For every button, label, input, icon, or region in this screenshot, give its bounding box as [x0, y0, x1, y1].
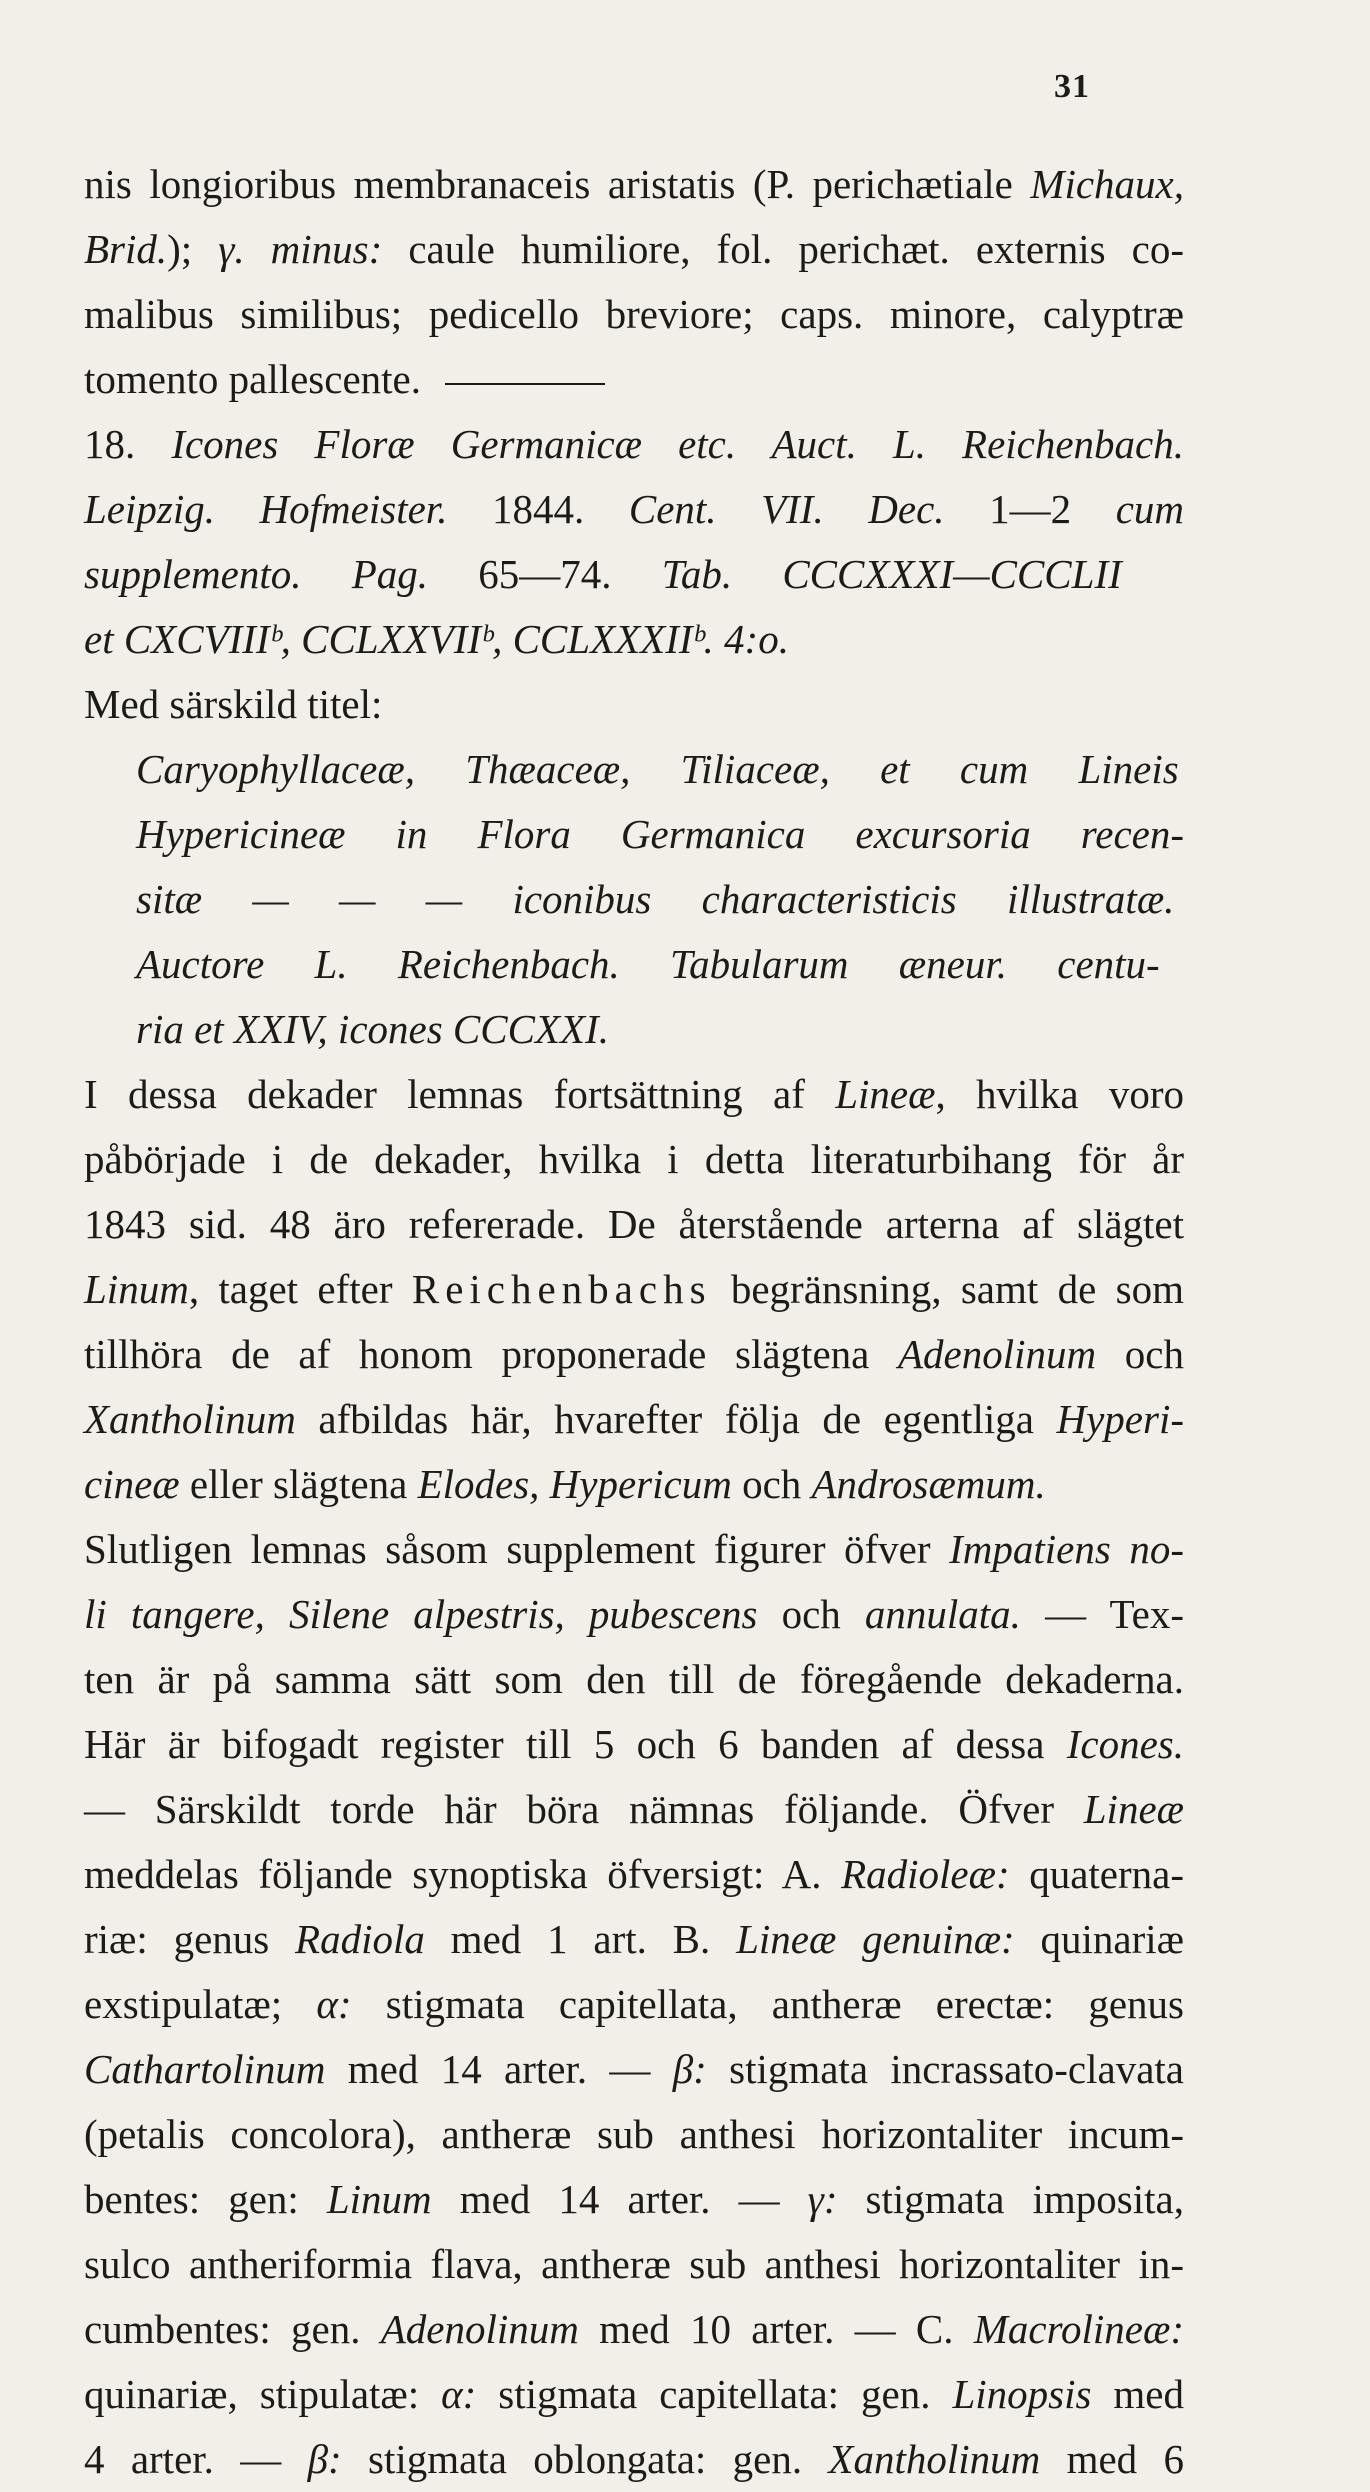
text-run: stigmata capitellata, antheræ erectæ: genus: [351, 1981, 1184, 2027]
text-run: );: [167, 226, 219, 272]
text-run: med 14 arter. —: [431, 2176, 808, 2222]
italic-run: Linum: [84, 1266, 189, 1312]
text-line-content: [136, 802, 1184, 867]
italic-run: Xantholinum: [84, 1396, 296, 1442]
italic-run: Icones Floræ Germanicæ etc. Auct. L. Reichenbach.: [171, 421, 1185, 467]
text-line-content: [84, 1127, 1184, 1192]
spaced-name: Reichenbachs: [411, 1266, 712, 1312]
text-run: begränsning, samt de som: [711, 1266, 1184, 1312]
text-run: stigmata imposita,: [837, 2176, 1184, 2222]
text-line-content: [84, 2232, 1184, 2297]
text-line-content: [84, 2167, 1184, 2232]
italic-run: α:: [441, 2371, 477, 2417]
italic-run: Androsæmum.: [811, 1461, 1046, 1507]
italic-run: Adenolinum: [380, 2306, 579, 2352]
italic-run: Auctore L. Reichenbach. Tabularum æneur. centu-: [136, 941, 1160, 987]
italic-run: Lineæ: [835, 1071, 936, 1117]
text-line-content: [84, 1322, 1184, 1387]
text-line-content: [84, 2297, 1184, 2362]
text-line: [84, 1842, 1184, 1907]
text-line: [84, 2037, 1184, 2102]
text-line: [84, 1452, 1184, 1517]
text-line-content: [84, 1972, 1184, 2037]
page-number: 31: [1054, 68, 1090, 105]
text-line-content: [84, 1582, 1184, 1647]
text-line: [84, 152, 1184, 217]
separator-rule: [445, 383, 605, 385]
text-run: sulco antheriformia flava, antheræ sub anthesi horizontaliter in-: [84, 2241, 1184, 2287]
text-run: Slutligen lemnas såsom supplement figurer öfver: [84, 1526, 950, 1572]
text-run: stigmata oblongata: gen.: [341, 2436, 829, 2482]
text-run: , hvilka voro: [935, 1071, 1184, 1117]
text-line-content: [84, 1647, 1184, 1712]
italic-run: Macrolineæ:: [973, 2306, 1184, 2352]
text-line: [84, 412, 1184, 477]
text-line: [84, 1582, 1184, 1647]
italic-run: Xantholinum: [828, 2436, 1041, 2482]
text-run: stigmata incrassato-clavata: [706, 2046, 1184, 2092]
text-line: [84, 1907, 1184, 1972]
italic-run: 4:o.: [724, 616, 789, 662]
italic-run: Brid.: [84, 226, 168, 272]
text-line-content: [84, 412, 1184, 477]
text-line: [84, 2297, 1184, 2362]
text-line-content: [84, 1517, 1184, 1582]
text-run: 65—74.: [478, 551, 662, 597]
italic-run: Lineæ: [1083, 1786, 1184, 1832]
text-run: eller slägtena: [179, 1461, 418, 1507]
text-line-content: [84, 1712, 1184, 1777]
italic-run: γ. minus:: [218, 226, 383, 272]
italic-run: et CXCVIIIᵇ, CCLXXVIIᵇ, CCLXXXIIᵇ.: [84, 616, 725, 662]
text-run: , taget efter: [188, 1266, 412, 1312]
text-line-content: [84, 152, 1184, 217]
text-run: och: [757, 1591, 865, 1637]
text-line: [84, 1257, 1184, 1322]
italic-run: Adenolinum: [898, 1331, 1097, 1377]
text-line: [84, 217, 1184, 282]
text-line: [84, 867, 1184, 932]
text-line-content: [84, 1387, 1184, 1452]
italic-run: Hypericineæ in Flora Germanica excursoria recen-: [136, 811, 1184, 857]
italic-run: Michaux,: [1030, 161, 1184, 207]
text-run: 1844.: [492, 486, 629, 532]
italic-run: Elodes, Hypericum: [417, 1461, 732, 1507]
text-run: — Tex-: [1020, 1591, 1184, 1637]
text-run: ten är på samma sätt som den till de föregående dekaderna.: [84, 1656, 1184, 1702]
text-line: [84, 2232, 1184, 2297]
text-run: meddelas följande synoptiska öfversigt: A.: [84, 1851, 842, 1897]
text-line: [84, 477, 1184, 542]
text-line: [84, 542, 1184, 607]
italic-run: Hyperi-: [1056, 1396, 1184, 1442]
text-line: [84, 1712, 1184, 1777]
text-line: [84, 282, 1184, 347]
text-run: I dessa dekader lemnas fortsättning af: [84, 1071, 836, 1117]
text-line-content: [84, 1192, 1184, 1257]
italic-run: cum: [1115, 486, 1184, 532]
text-run: afbildas här, hvarefter följa de egentliga: [295, 1396, 1057, 1442]
text-run: med 10 arter. — C.: [578, 2306, 974, 2352]
text-run: caule humiliore, fol. perichæt. externis co-: [382, 226, 1185, 272]
text-line-content: [84, 2037, 1184, 2102]
text-run: Här är bifogadt register till 5 och 6 banden af dessa: [84, 1721, 1067, 1767]
text-line-content: [84, 282, 1184, 347]
italic-run: Linum: [326, 2176, 432, 2222]
italic-run: Lineæ genuinæ:: [736, 1916, 1015, 1962]
italic-run: Leipzig. Hofmeister.: [84, 486, 493, 532]
text-run: påbörjade i de dekader, hvilka i detta literaturbihang för år: [84, 1136, 1184, 1182]
text-run: nis longioribus membranaceis aristatis (P. perichætiale: [84, 161, 1031, 207]
text-run: quinariæ, stipulatæ:: [84, 2371, 442, 2417]
text-run: malibus similibus; pedicello breviore; caps. minore, calyptræ: [84, 291, 1184, 337]
text-line-content: [84, 1257, 1184, 1322]
text-line-content: [84, 217, 1184, 282]
text-line: [84, 607, 1184, 672]
text-line-content: [84, 477, 1184, 542]
text-line-content: [84, 1777, 1184, 1842]
text-line: [84, 2427, 1184, 2492]
text-line: [84, 672, 1184, 737]
italic-run: sitæ — — — iconibus characteristicis illustratæ.: [136, 876, 1175, 922]
text-run: med 1 art. B.: [424, 1916, 737, 1962]
text-run: riæ: genus: [84, 1916, 296, 1962]
text-run: och: [731, 1461, 812, 1507]
text-run: 1843 sid. 48 äro refererade. De återstående arterna af slägtet: [84, 1201, 1184, 1247]
italic-run: Cent. VII. Dec.: [628, 486, 990, 532]
italic-run: li tangere, Silene alpestris, pubescens: [84, 1591, 758, 1637]
text-line: [84, 802, 1184, 867]
text-line-content: [136, 932, 1160, 997]
text-line-content: [84, 1062, 1184, 1127]
text-run: Med särskild titel:: [84, 681, 383, 727]
text-line-content: [84, 1452, 1046, 1517]
italic-run: Linopsis: [952, 2371, 1092, 2417]
text-line-content: [84, 1907, 1184, 1972]
text-line-content: [136, 867, 1174, 932]
text-line-content: [136, 737, 1179, 802]
text-line: [84, 1192, 1184, 1257]
italic-run: Cathartolinum: [84, 2046, 326, 2092]
italic-run: Icones.: [1066, 1721, 1184, 1767]
text-run: cumbentes: gen.: [84, 2306, 381, 2352]
italic-run: Radiola: [295, 1916, 425, 1962]
text-run: 1—2: [989, 486, 1116, 532]
italic-run: α:: [316, 1981, 352, 2027]
text-line-content: [84, 607, 789, 672]
text-run: quinariæ: [1014, 1916, 1185, 1962]
text-line: [84, 1647, 1184, 1712]
text-line-content: [84, 2427, 1184, 2492]
italic-run: γ:: [807, 2176, 838, 2222]
text-line: [84, 347, 1184, 412]
italic-run: supplemento. Pag.: [84, 551, 479, 597]
text-line: [84, 1062, 1184, 1127]
italic-run: cineæ: [84, 1461, 180, 1507]
italic-run: Caryophyllaceæ, Thæaceæ, Tiliaceæ, et cum Lineis: [136, 746, 1179, 792]
text-line: [84, 932, 1184, 997]
text-line-content: [136, 997, 609, 1062]
italic-run: annulata.: [864, 1591, 1021, 1637]
text-line: [84, 1127, 1184, 1192]
text-line: [84, 2362, 1184, 2427]
text-line: [84, 1322, 1184, 1387]
text-run: bentes: gen:: [84, 2176, 327, 2222]
text-line: [84, 2102, 1184, 2167]
text-line-content: [84, 2362, 1184, 2427]
text-run: med 6: [1040, 2436, 1184, 2482]
italic-run: ria et XXIV, icones CCCXXI.: [136, 1006, 609, 1052]
text-line: [84, 997, 1184, 1062]
italic-run: Radioleæ:: [841, 1851, 1010, 1897]
body-text: [84, 152, 1184, 2492]
text-run: 18.: [84, 421, 172, 467]
text-run: exstipulatæ;: [84, 1981, 317, 2027]
text-run: (petalis concolora), antheræ sub anthesi horizontaliter incum-: [84, 2111, 1184, 2157]
text-line: [84, 2167, 1184, 2232]
text-line-content: [84, 1842, 1184, 1907]
text-line: [84, 1517, 1184, 1582]
text-line-content: [84, 2102, 1184, 2167]
italic-run: β:: [672, 2046, 707, 2092]
text-line: [84, 737, 1184, 802]
text-line-content: [84, 542, 1122, 607]
text-line-content: [84, 347, 605, 412]
text-line-content: [84, 672, 382, 737]
italic-run: Tab. CCCXXXI—CCCLII: [661, 551, 1122, 597]
text-run: tomento pallescente.: [84, 356, 421, 402]
text-run: — Särskildt torde här böra nämnas följande. Öfver: [84, 1786, 1084, 1832]
text-run: med: [1091, 2371, 1185, 2417]
italic-run: β:: [307, 2436, 342, 2482]
text-line: [84, 1777, 1184, 1842]
text-run: quaterna-: [1009, 1851, 1184, 1897]
text-run: med 14 arter. —: [325, 2046, 673, 2092]
text-run: och: [1096, 1331, 1184, 1377]
text-run: stigmata capitellata: gen.: [476, 2371, 953, 2417]
text-line: [84, 1387, 1184, 1452]
italic-run: Impatiens no-: [949, 1526, 1184, 1572]
text-line: [84, 1972, 1184, 2037]
text-run: 4 arter. —: [84, 2436, 308, 2482]
text-run: tillhöra de af honom proponerade slägtena: [84, 1331, 898, 1377]
